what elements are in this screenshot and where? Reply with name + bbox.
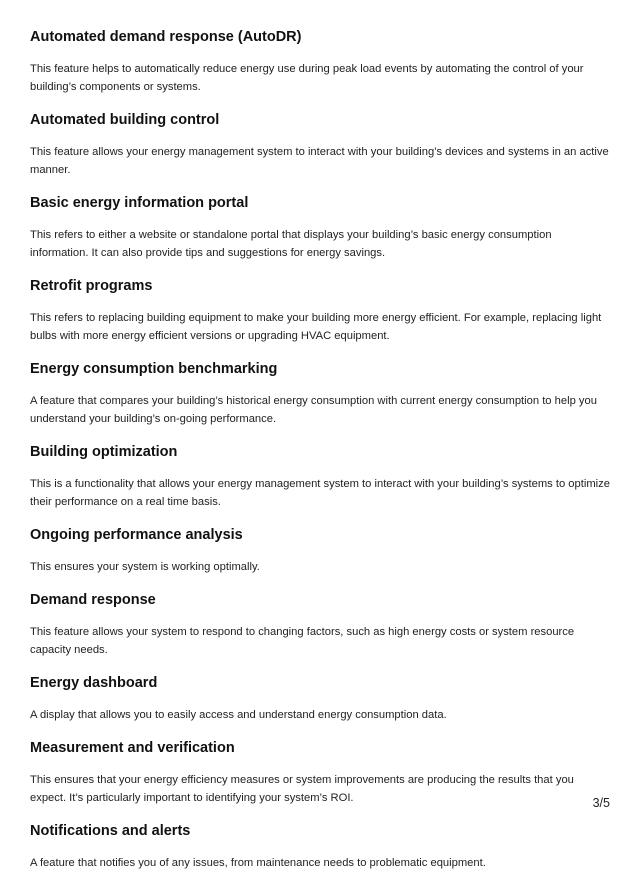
section-benchmarking <box>30 359 610 428</box>
section-demand-response <box>30 590 610 659</box>
section-paragraph: This is a functionality that allows your energy management system to interact with your building’s systems to optimize their performance on a real time basis. <box>30 478 610 508</box>
section-heading: Energy dashboard <box>30 675 158 691</box>
section-paragraph: This ensures your system is working optimally. <box>30 561 260 573</box>
document-content <box>30 27 610 886</box>
section-building-optimization <box>30 442 610 511</box>
section-heading: Measurement and verification <box>30 740 235 756</box>
section-basic-energy-portal <box>30 193 610 262</box>
section-performance-analysis <box>30 525 610 576</box>
section-paragraph: A feature that notifies you of any issues, from maintenance needs to problematic equipment. <box>30 857 486 869</box>
section-energy-dashboard <box>30 673 610 724</box>
section-paragraph: This feature allows your energy management system to interact with your building’s devices and systems in an active manner. <box>30 146 609 176</box>
section-retrofit-programs <box>30 276 610 345</box>
section-heading: Automated building control <box>30 112 220 128</box>
section-paragraph: This refers to replacing building equipment to make your building more energy efficient. For example, replacing light bulbs with more energy efficient versions or upgrading HVAC equipment. <box>30 312 602 342</box>
page-number: 3/5 <box>592 796 610 810</box>
section-paragraph: This refers to either a website or standalone portal that displays your building’s basic energy consumption information. It can also provide tips and suggestions for energy savings. <box>30 229 552 259</box>
section-heading: Demand response <box>30 592 156 608</box>
section-heading: Automated demand response (AutoDR) <box>30 29 302 45</box>
section-paragraph: This ensures that your energy efficiency measures or system improvements are producing the results that you expect. It’s particularly important to identifying your system’s ROI. <box>30 774 574 804</box>
section-paragraph: A feature that compares your building’s historical energy consumption with current energy consumption to help you understand your building’s on-going performance. <box>30 395 597 425</box>
section-paragraph: This feature allows your system to respond to changing factors, such as high energy costs or system resource capacity needs. <box>30 626 575 656</box>
section-paragraph: A display that allows you to easily access and understand energy consumption data. <box>30 709 447 721</box>
section-automated-building-control <box>30 110 610 179</box>
section-heading: Building optimization <box>30 444 178 460</box>
section-heading: Notifications and alerts <box>30 823 191 839</box>
section-heading: Energy consumption benchmarking <box>30 361 278 377</box>
section-autodr <box>30 27 610 96</box>
section-heading: Retrofit programs <box>30 278 153 294</box>
section-paragraph: This feature helps to automatically reduce energy use during peak load events by automating the control of your building’s components or systems. <box>30 63 584 93</box>
section-heading: Basic energy information portal <box>30 195 249 211</box>
section-notifications-alerts <box>30 821 610 872</box>
section-measurement-verification <box>30 738 610 807</box>
section-heading: Ongoing performance analysis <box>30 527 243 543</box>
